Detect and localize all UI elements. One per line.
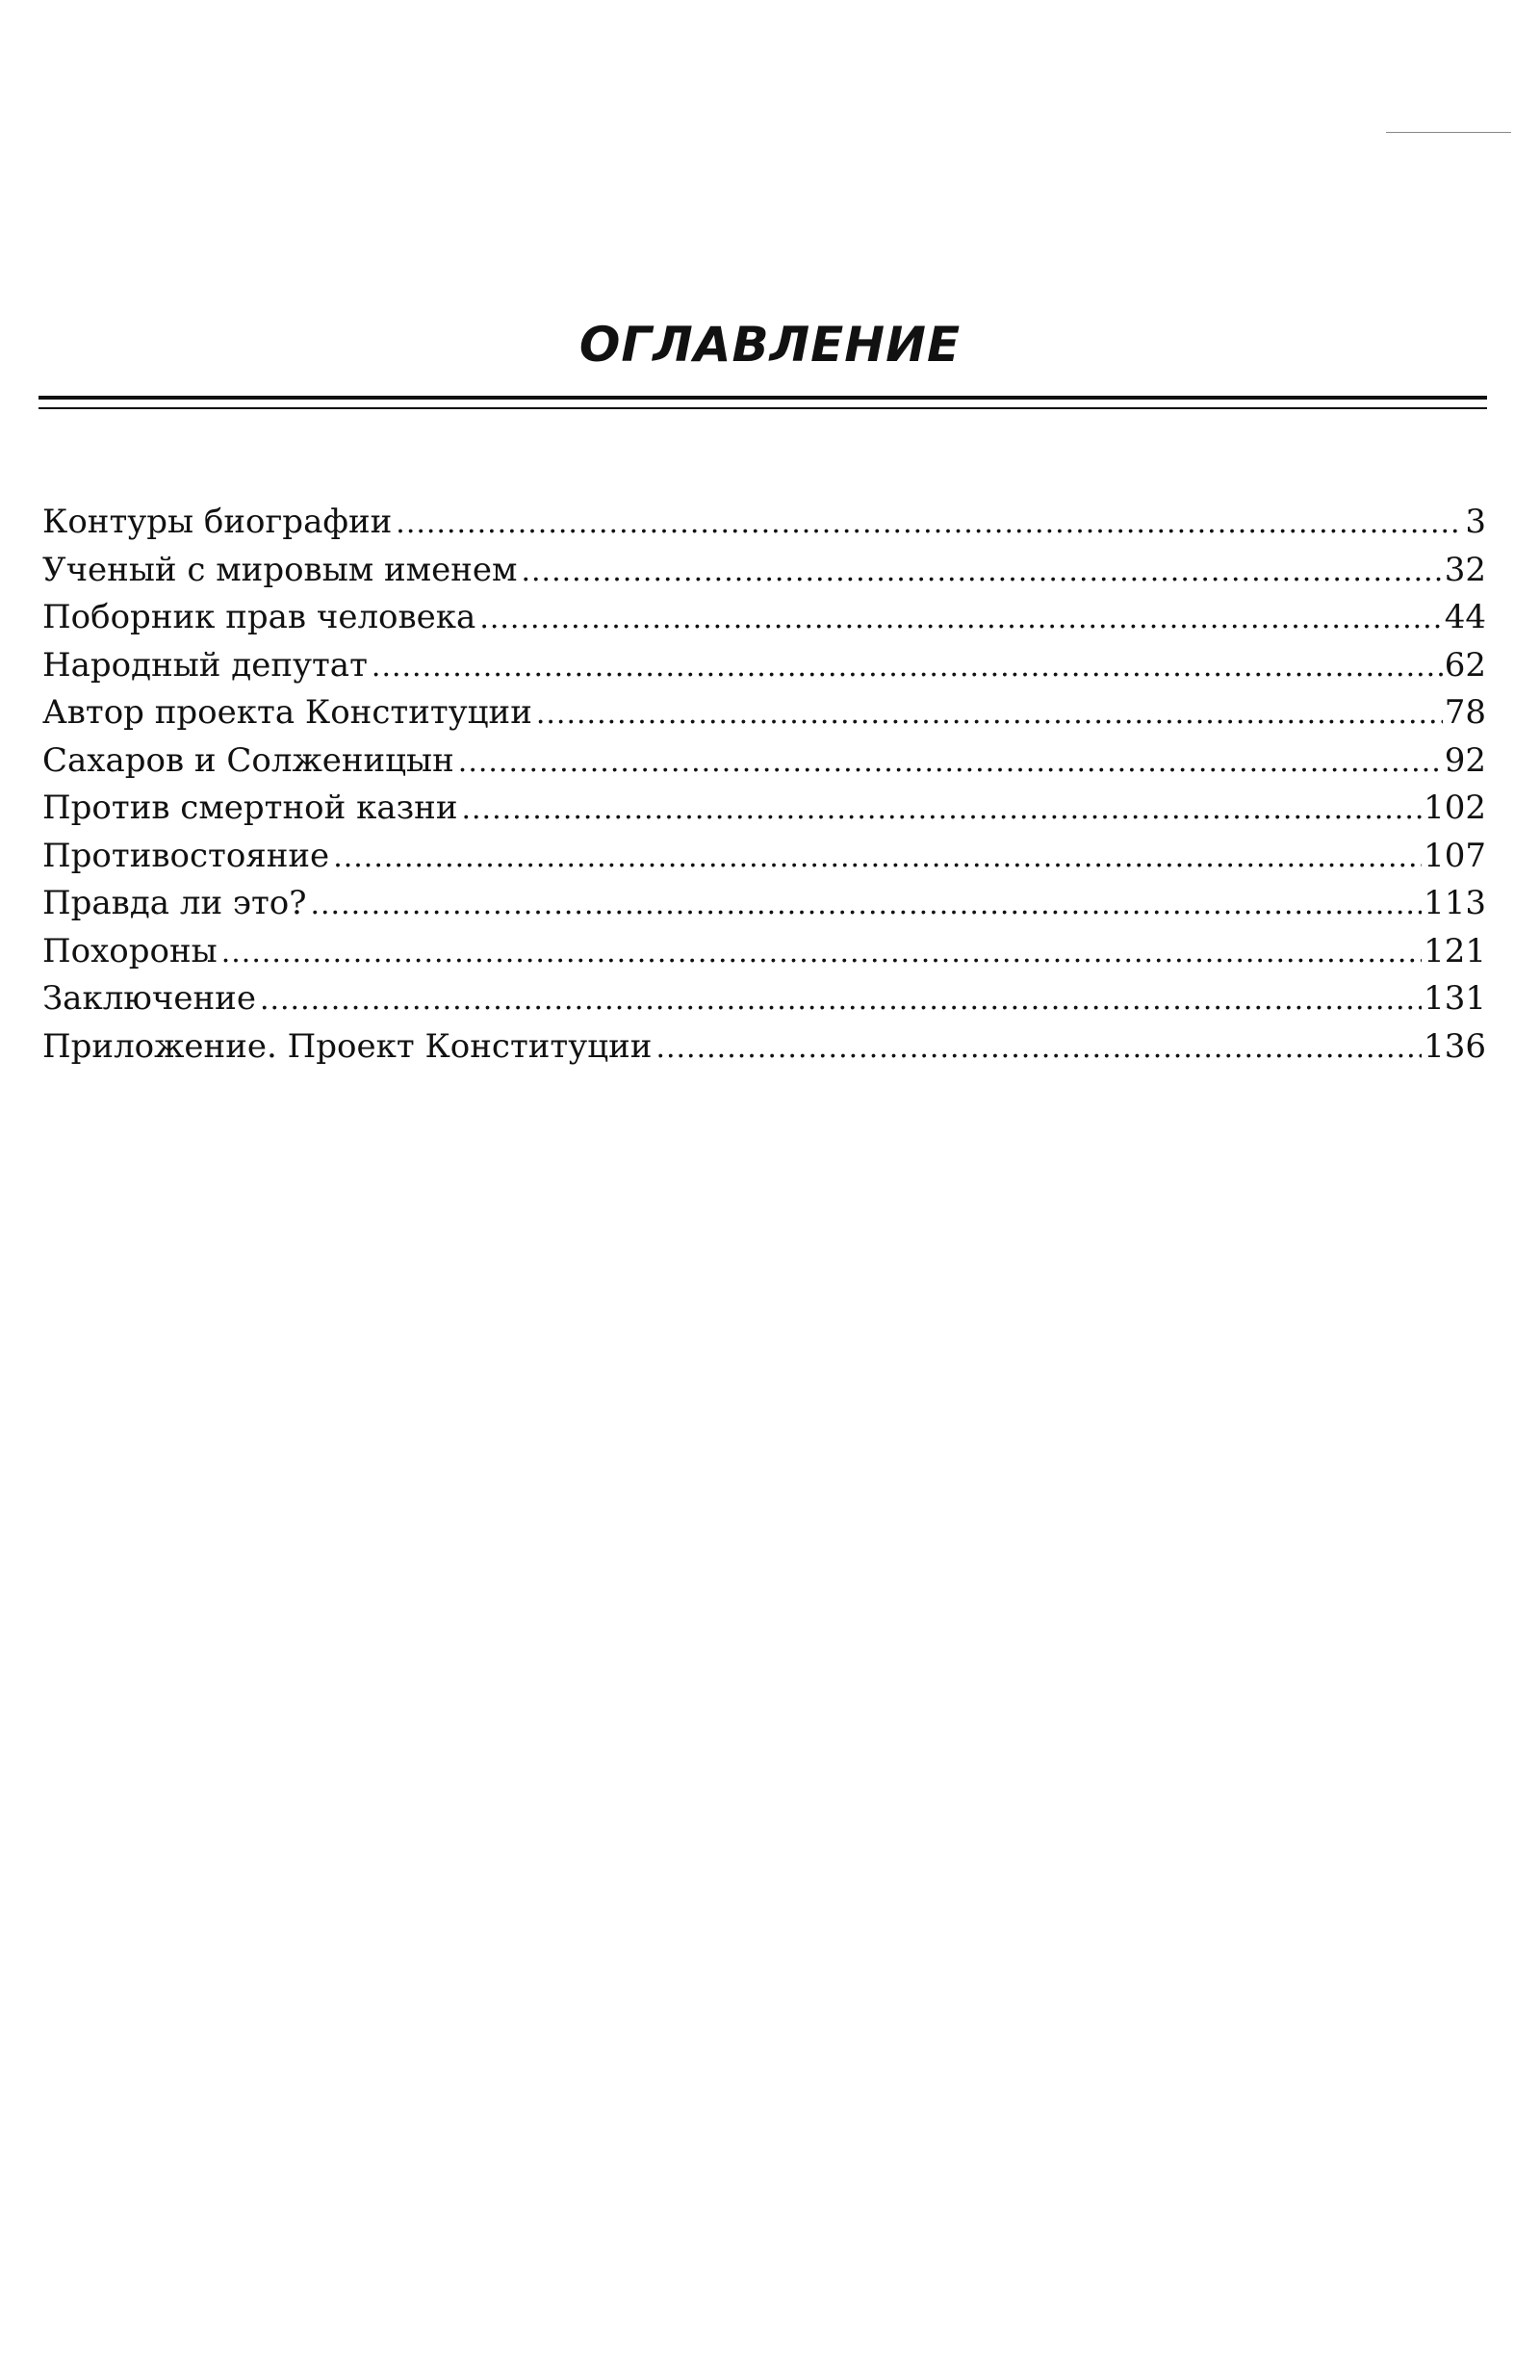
toc-entry [42, 833, 1486, 881]
toc-entry-page: 62 [1444, 645, 1486, 685]
toc-entry [42, 928, 1486, 976]
toc-entry-title: Похороны [42, 931, 218, 970]
title-rule-thick [38, 396, 1487, 400]
page-title: ОГЛАВЛЕНИЕ [578, 317, 962, 373]
toc-entry-page: 107 [1424, 836, 1486, 875]
table-of-contents [42, 499, 1486, 1071]
toc-dot-leader [396, 500, 1463, 548]
toc-entry-title: Ученый с мировым именем [42, 550, 518, 589]
toc-entry-title: Правда ли это? [42, 884, 307, 922]
toc-entry-page: 131 [1424, 979, 1486, 1018]
toc-dot-leader [458, 738, 1443, 787]
toc-entry-title: Поборник прав человека [42, 598, 476, 636]
toc-entry-page: 113 [1424, 884, 1486, 922]
toc-entry [42, 642, 1486, 690]
toc-dot-leader [372, 643, 1443, 691]
toc-entry-title: Народный депутат [42, 645, 368, 685]
toc-entry-page: 102 [1424, 789, 1486, 827]
toc-entry [42, 1023, 1486, 1072]
toc-entry [42, 785, 1486, 833]
toc-entry [42, 737, 1486, 786]
toc-dot-leader [655, 1024, 1422, 1073]
toc-dot-leader [260, 976, 1422, 1024]
toc-entry-title: Заключение [42, 979, 256, 1018]
toc-entry [42, 499, 1486, 547]
toc-entry-page: 32 [1444, 550, 1486, 589]
toc-entry-title: Автор проекта Конституции [42, 693, 532, 732]
toc-entry-title: Приложение. Проект Конституции [42, 1026, 653, 1066]
toc-dot-leader [221, 929, 1422, 977]
toc-dot-leader [536, 690, 1443, 738]
toc-entry-page: 44 [1444, 598, 1486, 636]
toc-entry-title: Сахаров и Солженицын [42, 740, 454, 780]
toc-entry [42, 880, 1486, 928]
toc-entry-page: 121 [1424, 931, 1486, 970]
toc-entry-page: 92 [1444, 740, 1486, 780]
toc-dot-leader [461, 786, 1422, 834]
toc-dot-leader [310, 881, 1422, 929]
toc-entry-title: Противостояние [42, 836, 330, 875]
toc-dot-leader [479, 595, 1442, 643]
toc-entry-page: 78 [1444, 693, 1486, 732]
toc-entry [42, 975, 1486, 1023]
toc-entry [42, 689, 1486, 737]
toc-entry [42, 547, 1486, 595]
scan-edge-mark [1386, 132, 1511, 133]
title-rule-thin [38, 407, 1487, 409]
toc-entry-page: 3 [1465, 503, 1486, 541]
toc-entry-page: 136 [1424, 1026, 1486, 1066]
toc-dot-leader [521, 548, 1442, 596]
toc-entry-title: Против смертной казни [42, 789, 458, 827]
toc-dot-leader [333, 834, 1422, 882]
toc-entry-title: Контуры биографии [42, 503, 393, 541]
toc-entry [42, 594, 1486, 642]
